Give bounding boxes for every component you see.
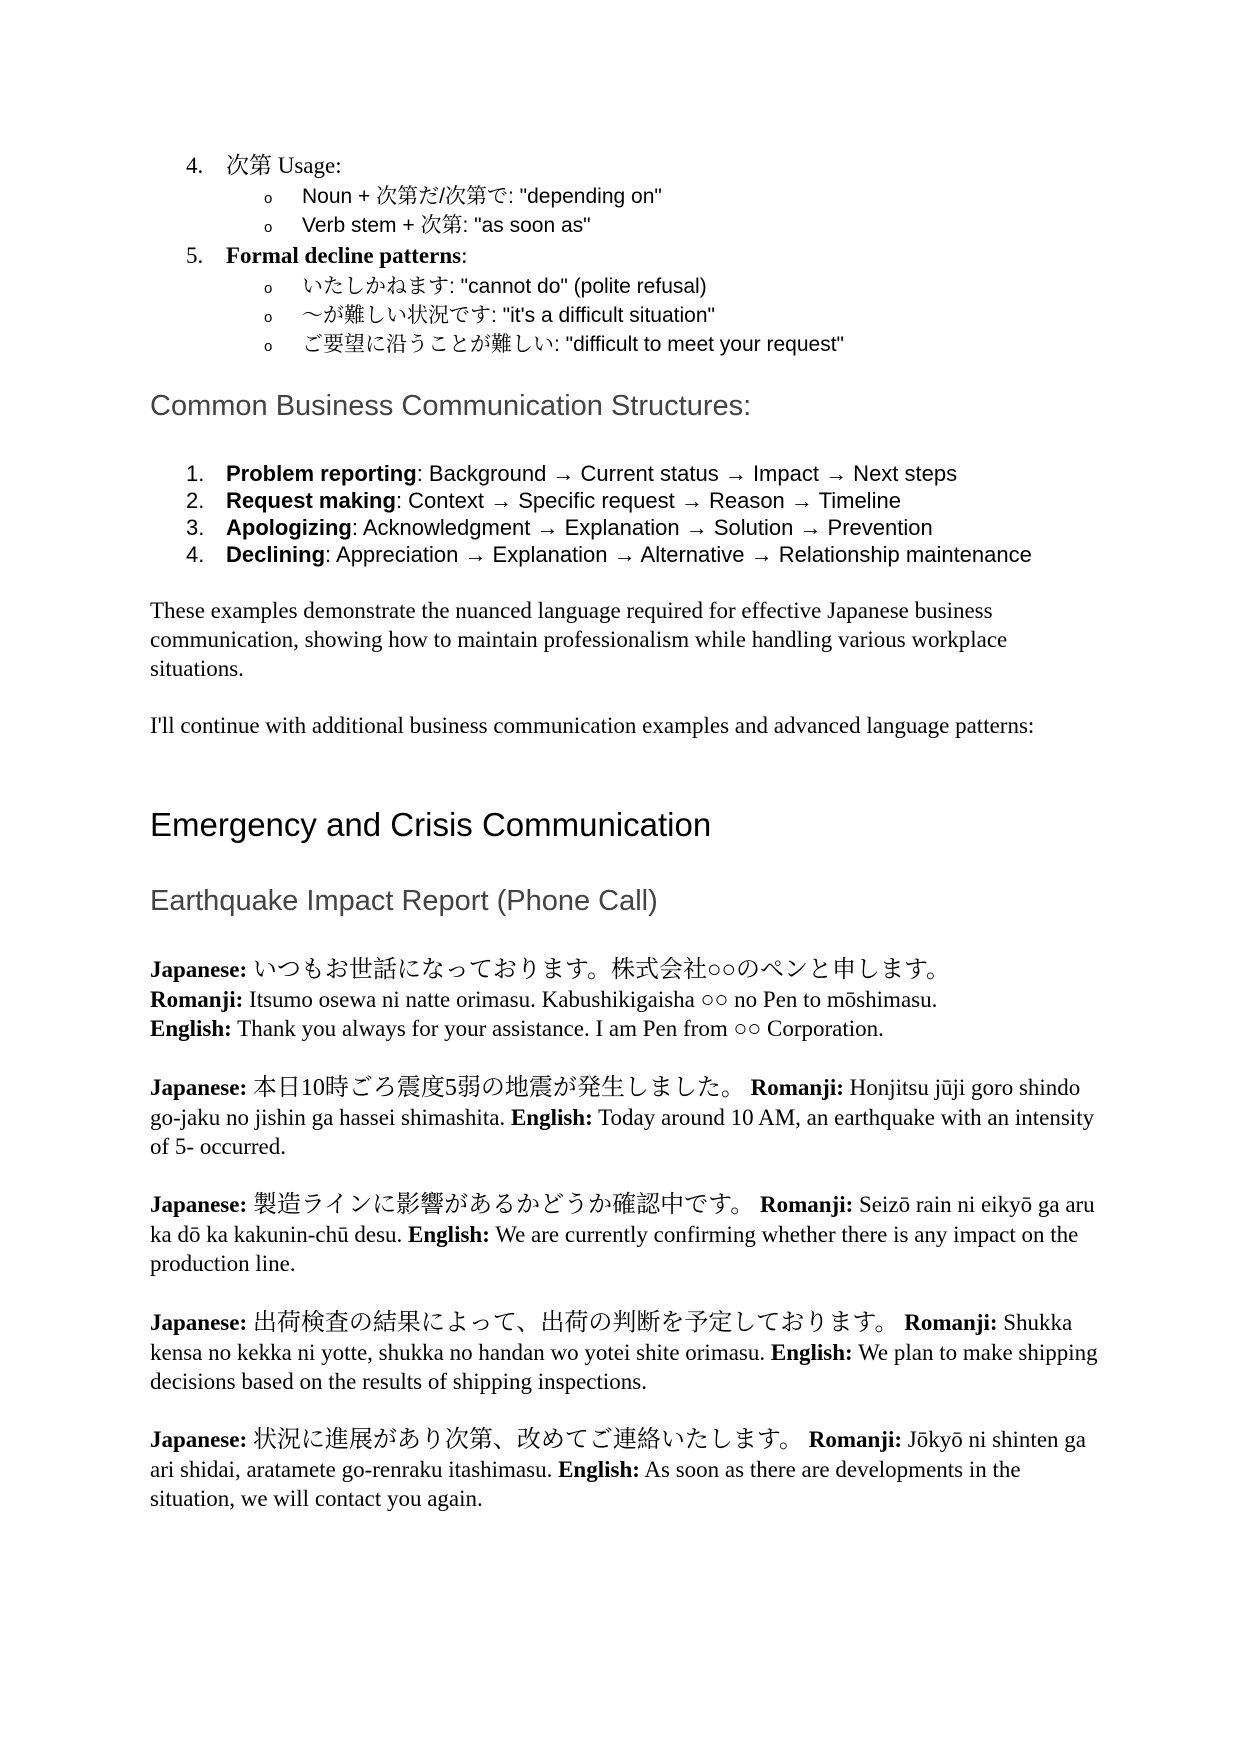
japanese-label: Japanese:	[150, 1310, 248, 1335]
grammar-term: 次第	[226, 153, 272, 178]
english-label: English:	[408, 1222, 490, 1247]
japanese-label: Japanese:	[150, 1427, 248, 1452]
romanji-text: Itsumo osewa ni natte orimasu. Kabushikigaisha ○○ no Pen to mōshimasu.	[249, 987, 938, 1012]
structures-heading: Common Business Communication Structures:	[150, 390, 752, 422]
english-text: Thank you always for your assistance. I am Pen from ○○ Corporation.	[237, 1016, 884, 1041]
romanji-label: Romanji:	[808, 1427, 902, 1452]
list-item-text: Verb stem + 次第: "as soon as"	[302, 214, 591, 237]
grammar-sublist-5	[186, 272, 1146, 359]
english-text: As soon as there are developments in the situation, we will contact you again.	[150, 1457, 1021, 1511]
romanji-label: Romanji:	[150, 987, 244, 1012]
example-2	[150, 1073, 1100, 1161]
japanese-label: Japanese:	[150, 1192, 248, 1217]
structure-term: Declining	[226, 542, 326, 567]
list-item-text: いたしかねます: "cannot do" (polite refusal)	[302, 275, 707, 298]
summary-paragraph: These examples demonstrate the nuanced language required for effective Japanese business communication, showing how to maintain professionalism while handling various workplace situations.	[150, 598, 1008, 681]
list-item	[264, 182, 1146, 211]
structure-item	[186, 541, 1186, 568]
english-label: English:	[770, 1340, 853, 1365]
romanji-label: Romanji:	[759, 1192, 854, 1217]
list-item	[264, 330, 1146, 359]
romanji-text: Jōkyō ni shinten ga ari shidai, aratamete go-renraku itashimasu.	[150, 1427, 1086, 1482]
bullet-marker: o	[264, 338, 273, 355]
structure-steps: : Context → Specific request → Reason → Timeline	[395, 488, 901, 513]
structure-item	[186, 460, 1186, 487]
example-3	[150, 1190, 1100, 1278]
structure-item	[186, 487, 1186, 514]
english-text: Today around 10 AM, an earthquake with an intensity of 5- occurred.	[150, 1105, 1095, 1159]
grammar-sublist-4	[186, 182, 1146, 240]
list-item	[264, 301, 1146, 330]
structures-list	[186, 460, 1186, 568]
list-item-text: ご要望に沿うことが難しい: "difficult to meet your request"	[302, 333, 844, 356]
english-label: English:	[150, 1016, 232, 1041]
list-item	[264, 211, 1146, 240]
continue-paragraph: I'll continue with additional business communication examples and advanced language patterns:	[150, 713, 1035, 738]
romanji-label: Romanji:	[750, 1075, 844, 1100]
japanese-text: 製造ラインに影響があるかどうか確認中です。	[252, 1192, 755, 1218]
list-item	[264, 272, 1146, 301]
example-japanese-line	[150, 955, 1100, 985]
romanji-text: Honjitsu jūji goro shindo go-jaku no jishin ga hassei shimashita.	[150, 1075, 1081, 1130]
english-text: We are currently confirming whether there is any impact on the production line.	[150, 1222, 1079, 1276]
list-number: 3.	[186, 515, 205, 540]
list-number: 2.	[186, 488, 205, 513]
grammar-item-5	[186, 240, 1146, 272]
list-number: 5.	[186, 243, 204, 268]
structure-term: Problem reporting	[226, 461, 417, 486]
japanese-text: いつもお世話になっております。株式会社○○のペンと申します。	[252, 957, 951, 983]
section-subheading: Earthquake Impact Report (Phone Call)	[150, 885, 658, 917]
japanese-label: Japanese:	[150, 1075, 248, 1100]
example-4	[150, 1308, 1100, 1396]
structure-term: Request making	[226, 488, 396, 513]
romanji-text: Seizō rain ni eikyō ga aru ka dō ka kakunin-chū desu.	[150, 1192, 1095, 1247]
example-romanji-line	[150, 985, 1100, 1014]
example-1	[150, 955, 1100, 1043]
bullet-marker: o	[264, 280, 273, 297]
list-item-text: Noun + 次第だ/次第で: "depending on"	[302, 185, 662, 208]
bullet-marker: o	[264, 309, 273, 326]
english-text: We plan to make shipping decisions based on the results of shipping inspections.	[150, 1340, 1098, 1394]
list-number: 4.	[186, 542, 205, 567]
grammar-term-suffix: Usage:	[272, 153, 342, 178]
romanji-label: Romanji:	[904, 1310, 998, 1335]
bullet-marker: o	[264, 190, 273, 207]
english-label: English:	[558, 1457, 640, 1482]
grammar-term-suffix: :	[461, 243, 468, 268]
structure-term: Apologizing	[226, 515, 352, 540]
japanese-text: 出荷検査の結果によって、出荷の判断を予定しております。	[252, 1310, 899, 1336]
romanji-text: Shukka kensa no kekka ni yotte, shukka no handan wo yotei shite orimasu.	[150, 1310, 1073, 1365]
japanese-label: Japanese:	[150, 957, 248, 982]
section-heading: Emergency and Crisis Communication	[150, 806, 712, 843]
bullet-marker: o	[264, 219, 273, 236]
structure-item	[186, 514, 1186, 541]
english-label: English:	[510, 1105, 593, 1130]
japanese-text: 状況に進展があり次第、改めてご連絡いたします。	[252, 1427, 803, 1453]
japanese-text: 本日10時ごろ震度5弱の地震が発生しました。	[252, 1075, 745, 1101]
list-number: 1.	[186, 461, 205, 486]
structure-steps: : Appreciation → Explanation → Alternative → Relationship maintenance	[325, 542, 1032, 567]
example-english-line	[150, 1014, 1100, 1043]
grammar-item-4	[186, 150, 1146, 182]
grammar-term: Formal decline patterns	[226, 243, 462, 268]
grammar-list	[186, 150, 1146, 359]
structure-steps: : Background → Current status → Impact → Next steps	[416, 461, 958, 486]
example-5	[150, 1425, 1100, 1513]
list-item-text: 〜が難しい状況です: "it's a difficult situation"	[302, 304, 715, 327]
structure-steps: : Acknowledgment → Explanation → Solution → Prevention	[351, 515, 933, 540]
list-number: 4.	[186, 153, 204, 178]
